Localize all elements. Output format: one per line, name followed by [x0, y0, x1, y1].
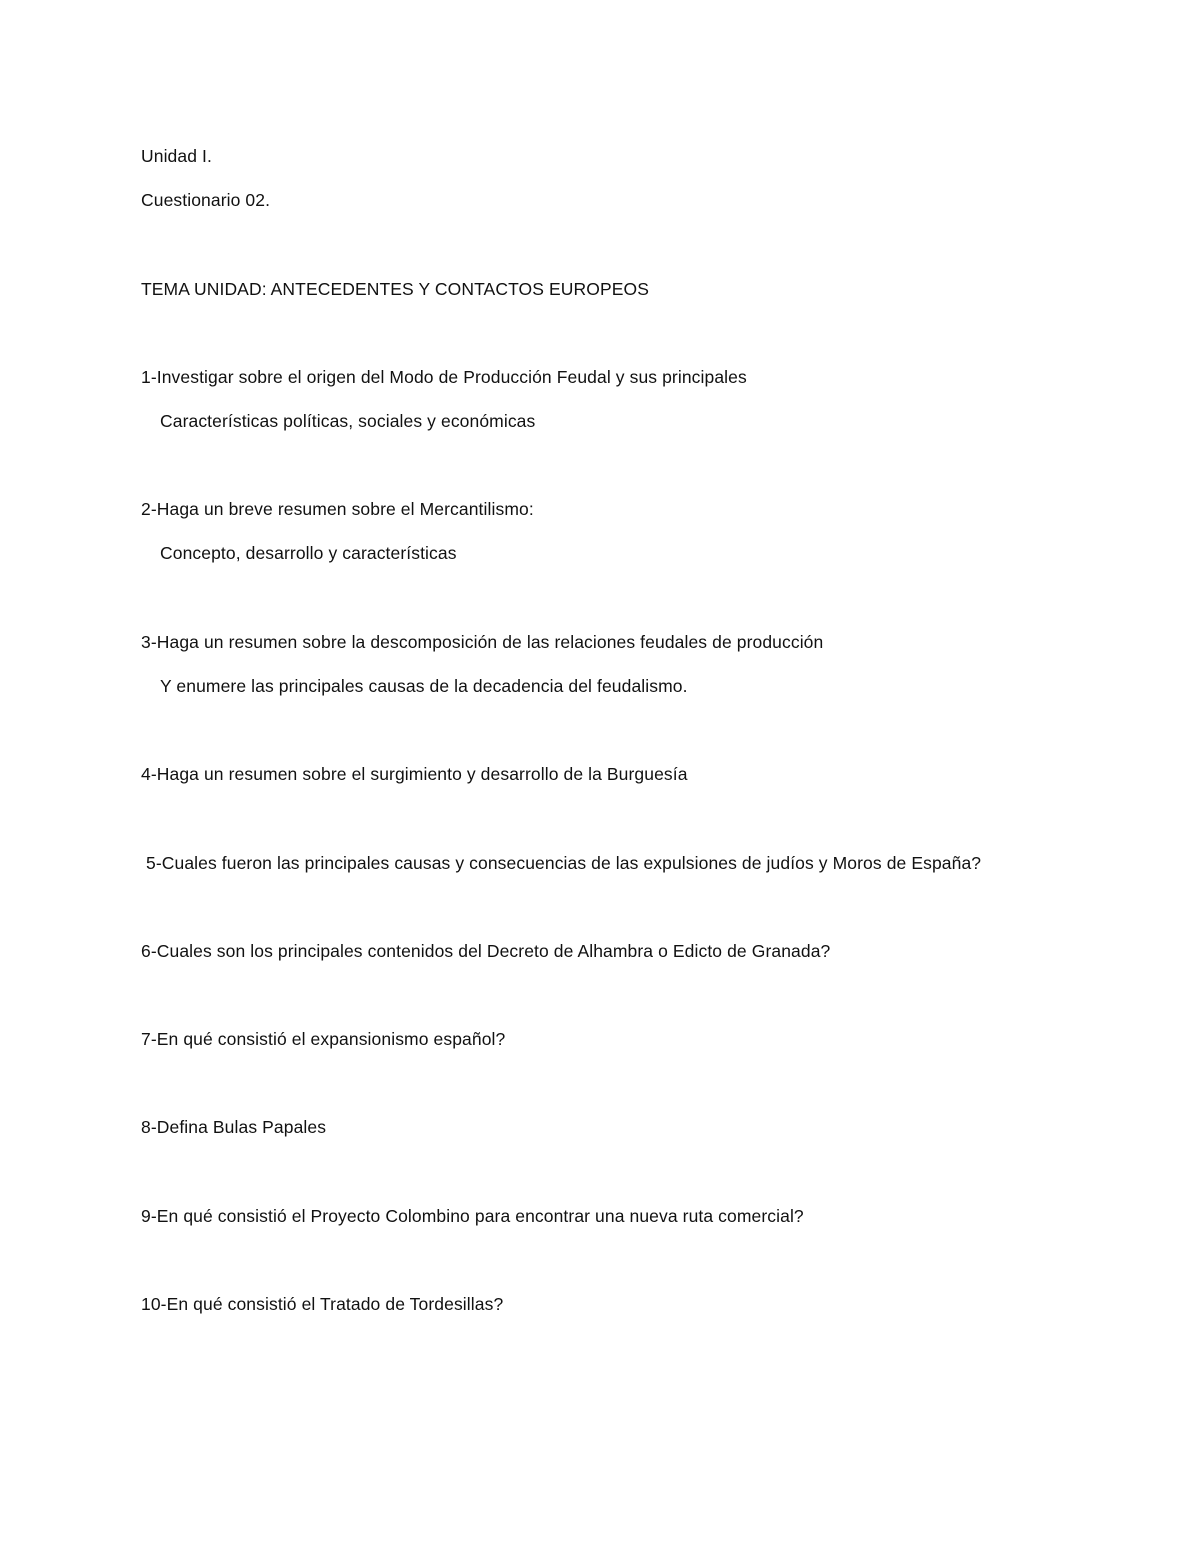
question-2: 2-Haga un breve resumen sobre el Mercantilismo: — [141, 499, 534, 519]
question-7: 7-En qué consistió el expansionismo español? — [141, 1029, 506, 1049]
topic-heading: TEMA UNIDAD: ANTECEDENTES Y CONTACTOS EUROPEOS — [141, 279, 649, 299]
question-1-continuation: Características políticas, sociales y económicas — [160, 411, 536, 431]
questionnaire-heading: Cuestionario 02. — [141, 190, 271, 210]
question-9: 9-En qué consistió el Proyecto Colombino para encontrar una nueva ruta comercial? — [141, 1206, 804, 1226]
question-5: 5-Cuales fueron las principales causas y consecuencias de las expulsiones de judíos y Moros de España? — [146, 853, 982, 873]
question-4: 4-Haga un resumen sobre el surgimiento y desarrollo de la Burguesía — [141, 764, 688, 784]
question-8: 8-Defina Bulas Papales — [141, 1117, 327, 1137]
question-10: 10-En qué consistió el Tratado de Tordesillas? — [141, 1294, 504, 1314]
question-3-continuation: Y enumere las principales causas de la decadencia del feudalismo. — [160, 676, 688, 696]
unit-heading: Unidad I. — [141, 146, 212, 166]
question-6: 6-Cuales son los principales contenidos del Decreto de Alhambra o Edicto de Granada? — [141, 941, 831, 961]
question-2-continuation: Concepto, desarrollo y características — [160, 543, 457, 563]
question-1: 1-Investigar sobre el origen del Modo de Producción Feudal y sus principales — [141, 367, 747, 387]
question-3: 3-Haga un resumen sobre la descomposición de las relaciones feudales de producción — [141, 632, 824, 652]
